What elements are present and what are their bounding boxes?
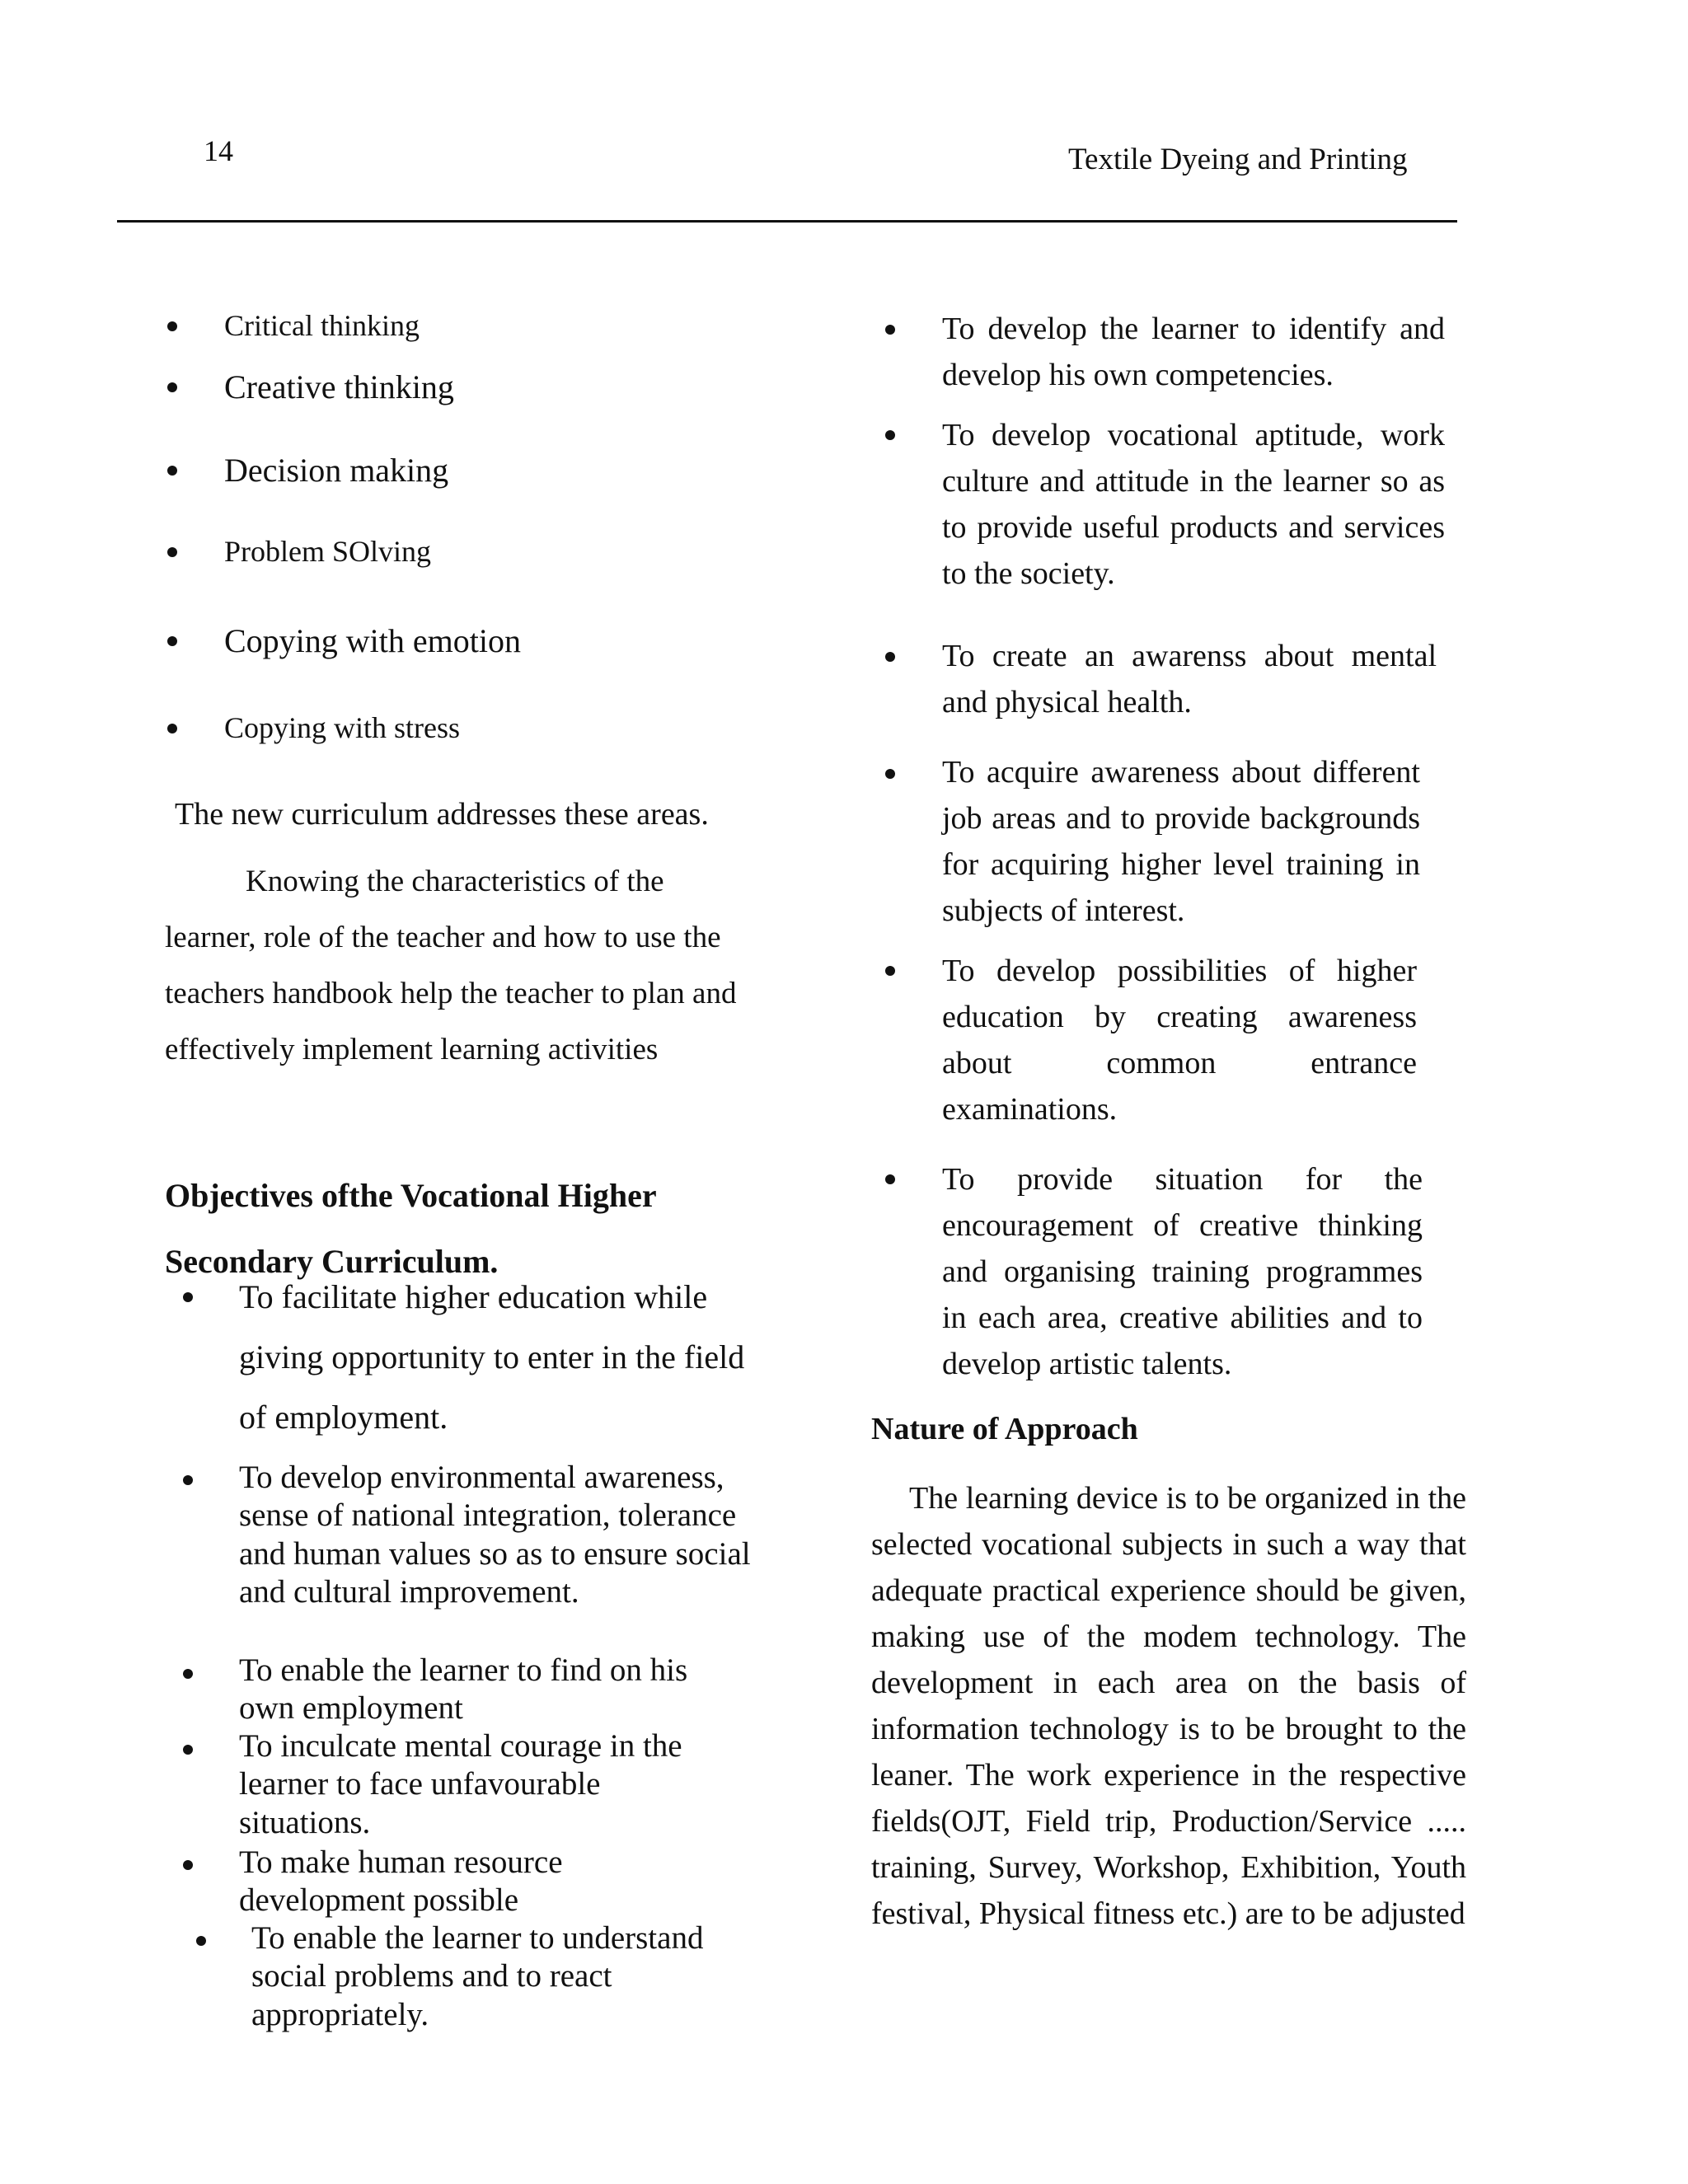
list-item-text: Problem SOlving — [224, 535, 432, 568]
bullet-icon — [183, 1669, 193, 1679]
bullet-icon — [183, 1292, 193, 1302]
nature-heading: Nature of Approach — [871, 1412, 1138, 1446]
bullet-icon — [885, 325, 895, 335]
list-item-text: To develop the learner to identify and develop his own competencies. — [942, 312, 1445, 392]
bullet-icon — [885, 430, 895, 440]
list-item-text: To inculcate mental courage in the learner to face unfavourable situations. — [239, 1728, 682, 1840]
list-item-text: To provide situation for the encouragement of creative thinking and organising training programmes in each area, creative abilities and to develop artistic talents. — [942, 1162, 1423, 1381]
bullet-icon — [167, 724, 177, 733]
list-item-text: To make human resource development possible — [239, 1844, 563, 1919]
bullet-icon — [167, 636, 177, 646]
bullet-icon — [167, 382, 177, 392]
bullet-icon — [196, 1936, 206, 1946]
running-title: Textile Dyeing and Printing — [1068, 143, 1408, 176]
header-rule — [117, 220, 1457, 223]
bullet-icon — [183, 1860, 193, 1870]
bullet-icon — [183, 1745, 193, 1755]
list-item-text: To enable the learner to understand social problems and to react appropriately. — [251, 1920, 704, 2032]
bullet-icon — [885, 652, 895, 662]
bullet-icon — [167, 466, 177, 476]
list-item-text: To enable the learner to find on his own employment — [239, 1652, 688, 1727]
list-item-text: To develop environmental awareness, sense of national integration, tolerance and human values so as to ensure social and cultural improvement. — [239, 1460, 751, 1610]
bullet-icon — [885, 769, 895, 779]
list-item-text: Decision making — [224, 452, 449, 489]
objectives-heading: Objectives ofthe Vocational Higher Secondary Curriculum. — [165, 1177, 656, 1280]
knowing-paragraph: Knowing the characteristics of the learner, role of the teacher and how to use the teachers handbook help the teacher to plan and effectively implement learning activities — [165, 865, 737, 1066]
bullet-icon — [183, 1475, 193, 1485]
page-number: 14 — [204, 134, 233, 167]
bullet-icon — [885, 1174, 895, 1184]
list-item-text: To facilitate higher education while giving opportunity to enter in the field of employment. — [239, 1278, 745, 1436]
bullet-icon — [885, 966, 895, 976]
list-item-text: Copying with stress — [224, 711, 461, 744]
bullet-icon — [167, 547, 177, 557]
list-item-text: Creative thinking — [224, 368, 454, 405]
list-item-text: To develop vocational aptitude, work culture and attitude in the learner so as to provide useful products and services to the society. — [942, 418, 1445, 591]
list-item-text: Copying with emotion — [224, 622, 521, 659]
list-item-text: To acquire awareness about different job areas and to provide backgrounds for acquiring higher level training in subjects of interest. — [942, 755, 1420, 928]
list-item-text: Critical thinking — [224, 309, 420, 342]
list-item-text: To develop possibilities of higher education by creating awareness about common entrance examinations. — [942, 954, 1417, 1127]
list-item-text: To create an awarenss about mental and physical health. — [942, 639, 1437, 719]
bullet-icon — [167, 321, 177, 331]
curriculum-note: The new curriculum addresses these areas. — [175, 797, 709, 832]
nature-paragraph: The learning device is to be organized in the selected vocational subjects in such a way that adequate practical experience should be given, making use of the modem technology. The development in each area on the basis of information technology is to be brought to the leaner. The work experience in the respective fields(OJT, Field trip, Production/Service ..... training, Survey, Workshop, Exhibition, Youth festival, Physical fitness etc.) are to be adjusted — [871, 1481, 1466, 1931]
